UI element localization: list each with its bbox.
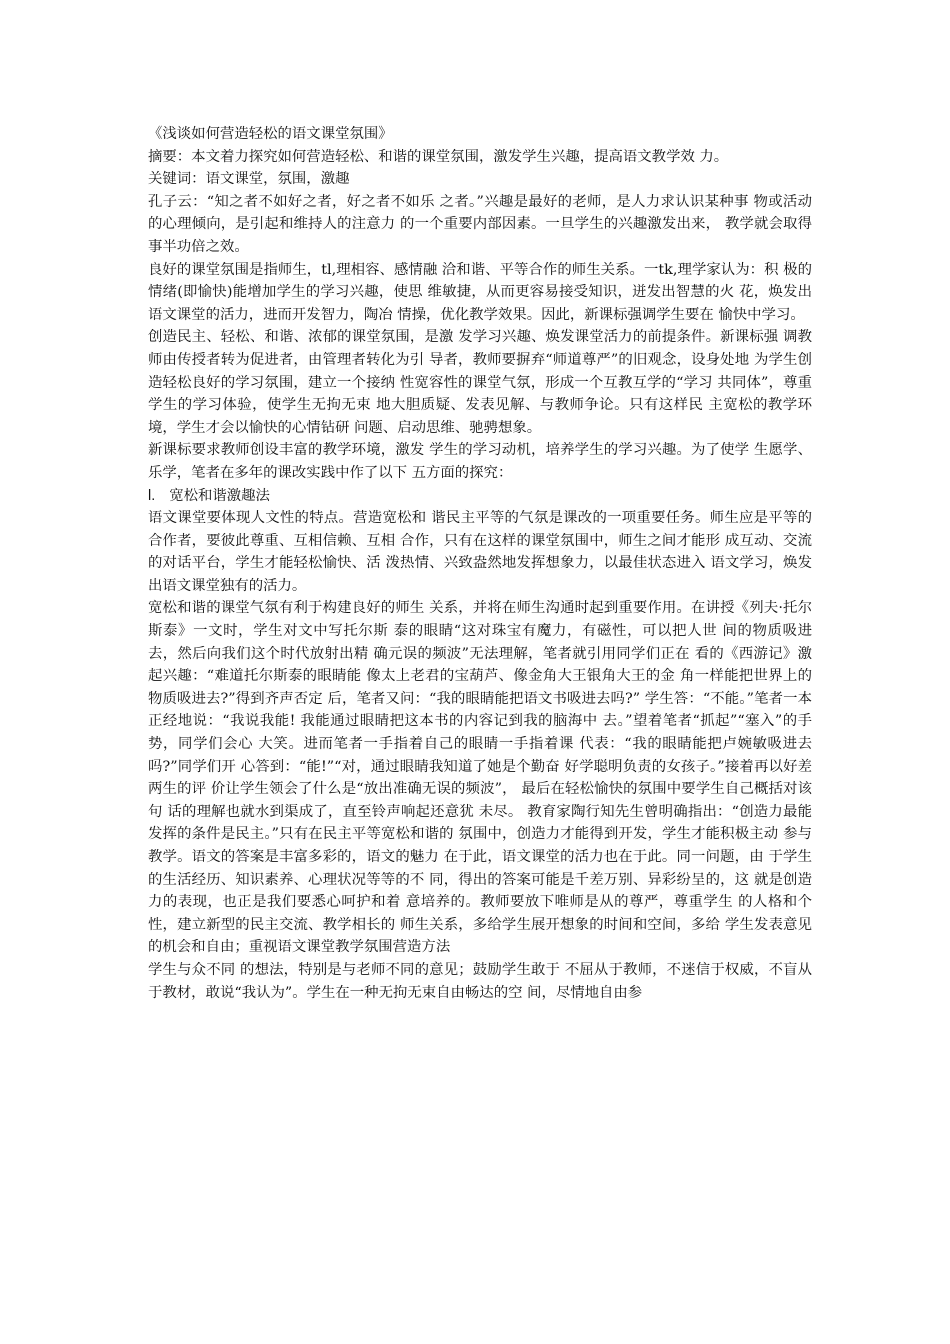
paragraph: 语文课堂要体现人文性的特点。营造宽松和 谐民主平等的气氛是课改的一项重要任务。师生应是平等的合作者，要彼此尊重、互相信赖、互相 合作，只有在这样的课堂氛围中，师生之间才能形 成互动、交流的对话平台，学生才能轻松愉快、活 泼热情、兴致盎然地发挥想象力，以最佳状态进入 语文学习，焕发出语文课堂独有的活力。: [148, 510, 812, 594]
paragraph: 学生与众不同 的想法，特别是与老师不同的意见；鼓励学生敢于 不屈从于教师，不迷信于权威，不盲从于教材，敢说“我认为”。学生在一种无拘无束自由畅达的空 间，尽情地自由参: [148, 961, 812, 1001]
paragraph: 孔子云：“知之者不如好之者，好之者不如乐 之者。”兴趣是最好的老师，是人力求认识某种事 物或活动的心理倾向，是引起和维持人的注意力 的一个重要内部因素。一旦学生的兴趣激发出来， 教学就会取得事半功倍之效。: [148, 193, 812, 255]
document-title: 《浅谈如何营造轻松的语文课堂氛围》: [148, 126, 393, 142]
paragraph: 良好的课堂氛围是指师生，tl,理相容、感情融 洽和谐、平等合作的师生关系。一tk,理学家认为：积 极的情绪(即愉快)能增加学生的学习兴趣，使思 维敏捷，从而更容易接受知识，迸发出智慧的火 花，焕发出语文课堂的活力，进而开发智力，陶冶 情操，优化教学效果。因此，新课标强调学生要在 愉快中学习。: [148, 261, 812, 323]
keywords: 关键词：语文课堂，氛围，激趣: [148, 171, 350, 188]
abstract: 摘要：本文着力探究如何营造轻松、和谐的课堂氛围，激发学生兴趣，提高语文教学效 力。: [148, 148, 729, 165]
section-heading: [148, 485, 812, 508]
paragraph: 新课标要求教师创设丰富的教学环境，激发 学生的学习动机，培养学生的学习兴趣。为了使学 生愿学、乐学，笔者在多年的课改实践中作了以下 五方面的探究：: [148, 442, 812, 481]
paragraph: 宽松和谐的课堂气氛有利于构建良好的师生 关系，并将在师生沟通时起到重要作用。在讲授《列夫·托尔斯泰》一文时，学生对文中写托尔斯 泰的眼睛“这对珠宝有魔力，有磁性，可以把人世 间的物质吸进去，然后向我们这个时代放射出精 确元误的频波”无法理解，笔者就引用同学们正在 看的《西游记》激起兴趣：“难道托尔斯泰的眼睛能 像太上老君的宝葫芦、像金角大王银角大王的金 角一样能把世界上的物质吸进去?”得到齐声否定 后，笔者又问：“我的眼睛能把语文书吸进去吗?” 学生答：“不能。”笔者一本正经地说：“我说我能! 我能通过眼睛把这本书的内容记到我的脑海中 去。”望着笔者“抓起”“塞入”的手势，同学们会心 大笑。进而笔者一手指着自己的眼睛一手指着课 代表：“我的眼睛能把卢婉敏吸进去吗?”同学们开 心答到：“能!”“对，通过眼睛我知道了她是个勤奋 好学聪明负责的女孩子。”接着再以好差两生的评 价让学生领会了什么是“放出准确无误的频波”， 最后在轻松愉快的氛围中要学生自己概括对该句 话的理解也就水到渠成了，直至铃声响起还意犹 未尽。 教育家陶行知先生曾明确指出：“创造力最能 发挥的条件是民主。”只有在民主平等宽松和谐的 氛围中，创造力才能得到开发，学生才能积极主动 参与教学。语文的答案是丰富多彩的，语文的魅力 在于此，语文课堂的活力也在于此。同一问题，由 于学生的生活经历、知识素养、心理状况等等的不 同，得出的答案可能是千差万别、异彩纷呈的，这 就是创造力的表现，也正是我们要悉心呵护和着 意培养的。教师要放下唯师是从的尊严，尊重学生 的人格和个性，建立新型的民主交流、教学相长的 师生关系，多给学生展开想象的时间和空间，多给 学生发表意见的机会和自由；重视语文课堂教学氛围营造方法: [148, 600, 812, 956]
section-number: l.: [148, 487, 156, 504]
section-title: 宽松和谐激趣法: [169, 487, 270, 504]
paragraph: 创造民主、轻松、和谐、浓郁的课堂氛围，是激 发学习兴趣、焕发课堂活力的前提条件。新课标强 调教师由传授者转为促进者，由管理者转化为引 导者，教师要摒弃“师道尊严”的旧观念，设身处地 为学生创造轻松良好的学习氛围，建立一个接纳 性宽容性的课堂气氛，形成一个互教互学的“学习 共同体”，尊重学生的学习体验，使学生无拘无束 地大胆质疑、发表见解、与教师争论。只有这样民 主宽松的教学环境，学生才会以愉快的心情钻研 问题、启动思维、驰骋想象。: [148, 329, 812, 436]
document-page: [148, 123, 812, 1004]
